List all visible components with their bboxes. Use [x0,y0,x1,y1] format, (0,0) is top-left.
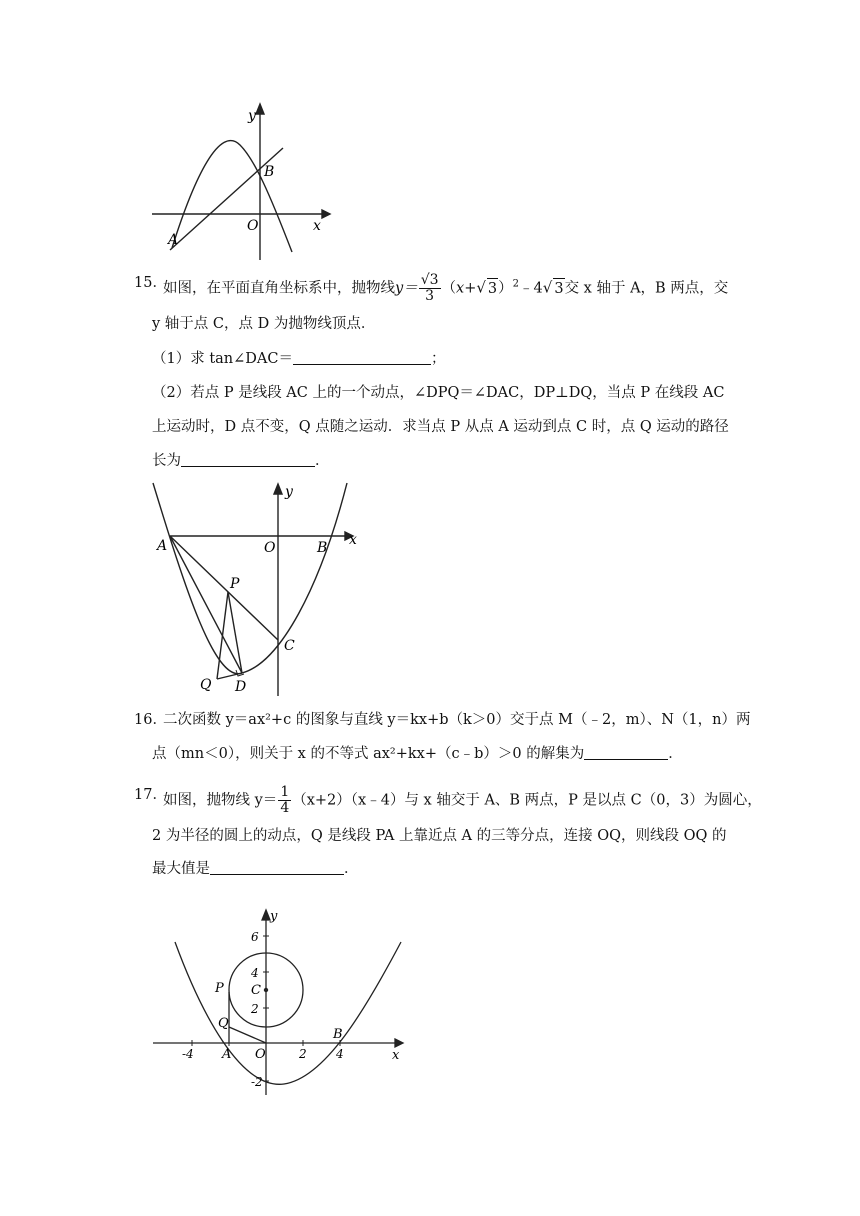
answer-blank-4[interactable] [210,860,344,875]
figure-parabola-triangle [145,478,370,700]
x-axis-arrow [322,210,330,218]
label-x: x [392,1048,400,1063]
q17-fraction: $\frac{1}{4}$ [280,784,290,816]
label-D: D [235,679,247,695]
segment-AD [170,536,242,673]
label-O: O [247,218,259,234]
point-C [264,988,268,992]
y-axis-arrow [274,484,282,494]
tick-y-2: 2 [251,1002,259,1016]
q15-fraction: $\frac{√3}{3}$ [420,272,439,304]
label-O: O [255,1047,266,1062]
label-C: C [284,638,295,654]
label-A: A [168,232,179,248]
parabola-curve [153,483,347,674]
label-B: B [264,164,275,180]
label-P: P [230,576,240,592]
label-y: y [285,484,293,500]
label-C: C [251,983,261,998]
label-y: y [270,909,278,924]
parabola-curve [175,942,401,1084]
x-axis-arrow [395,1039,403,1047]
label-A: A [222,1047,232,1062]
label-x: x [349,532,357,548]
label-A: A [157,538,168,554]
y-axis-arrow [262,910,270,920]
answer-blank-1[interactable] [293,350,431,365]
q15-y: y＝ [395,280,418,297]
q16-number: 16． [134,712,167,728]
label-B: B [333,1027,343,1042]
q15-number: 15． [134,275,167,291]
segment-PQ [217,592,228,679]
q15-pre: 如图，在平面直角坐标系中，抛物线 [163,280,395,297]
tick-x-4: 4 [336,1047,344,1061]
tick-y-neg2: -2 [251,1075,263,1089]
label-B: B [317,540,328,556]
label-Q: Q [218,1016,229,1031]
y-axis-arrow [256,104,264,114]
tick-x-2: 2 [299,1047,307,1061]
label-y: y [248,108,256,124]
label-O: O [264,540,276,556]
figure-parabola-circle [145,900,415,1100]
figure-parabola-line [140,100,340,265]
q17-number: 17． [134,787,167,803]
label-Q: Q [200,677,212,693]
segment-OQ [229,1027,266,1043]
tick-x-neg4: -4 [182,1047,194,1061]
answer-blank-3[interactable] [584,745,668,760]
answer-blank-2[interactable] [181,452,315,467]
tick-y-4: 4 [251,966,259,980]
parabola-curve [172,141,292,252]
q15-post: 交 x 轴于 A，B 两点，交 [564,280,729,297]
label-x: x [313,218,321,234]
label-P: P [215,981,224,996]
tick-y-6: 6 [251,930,259,944]
